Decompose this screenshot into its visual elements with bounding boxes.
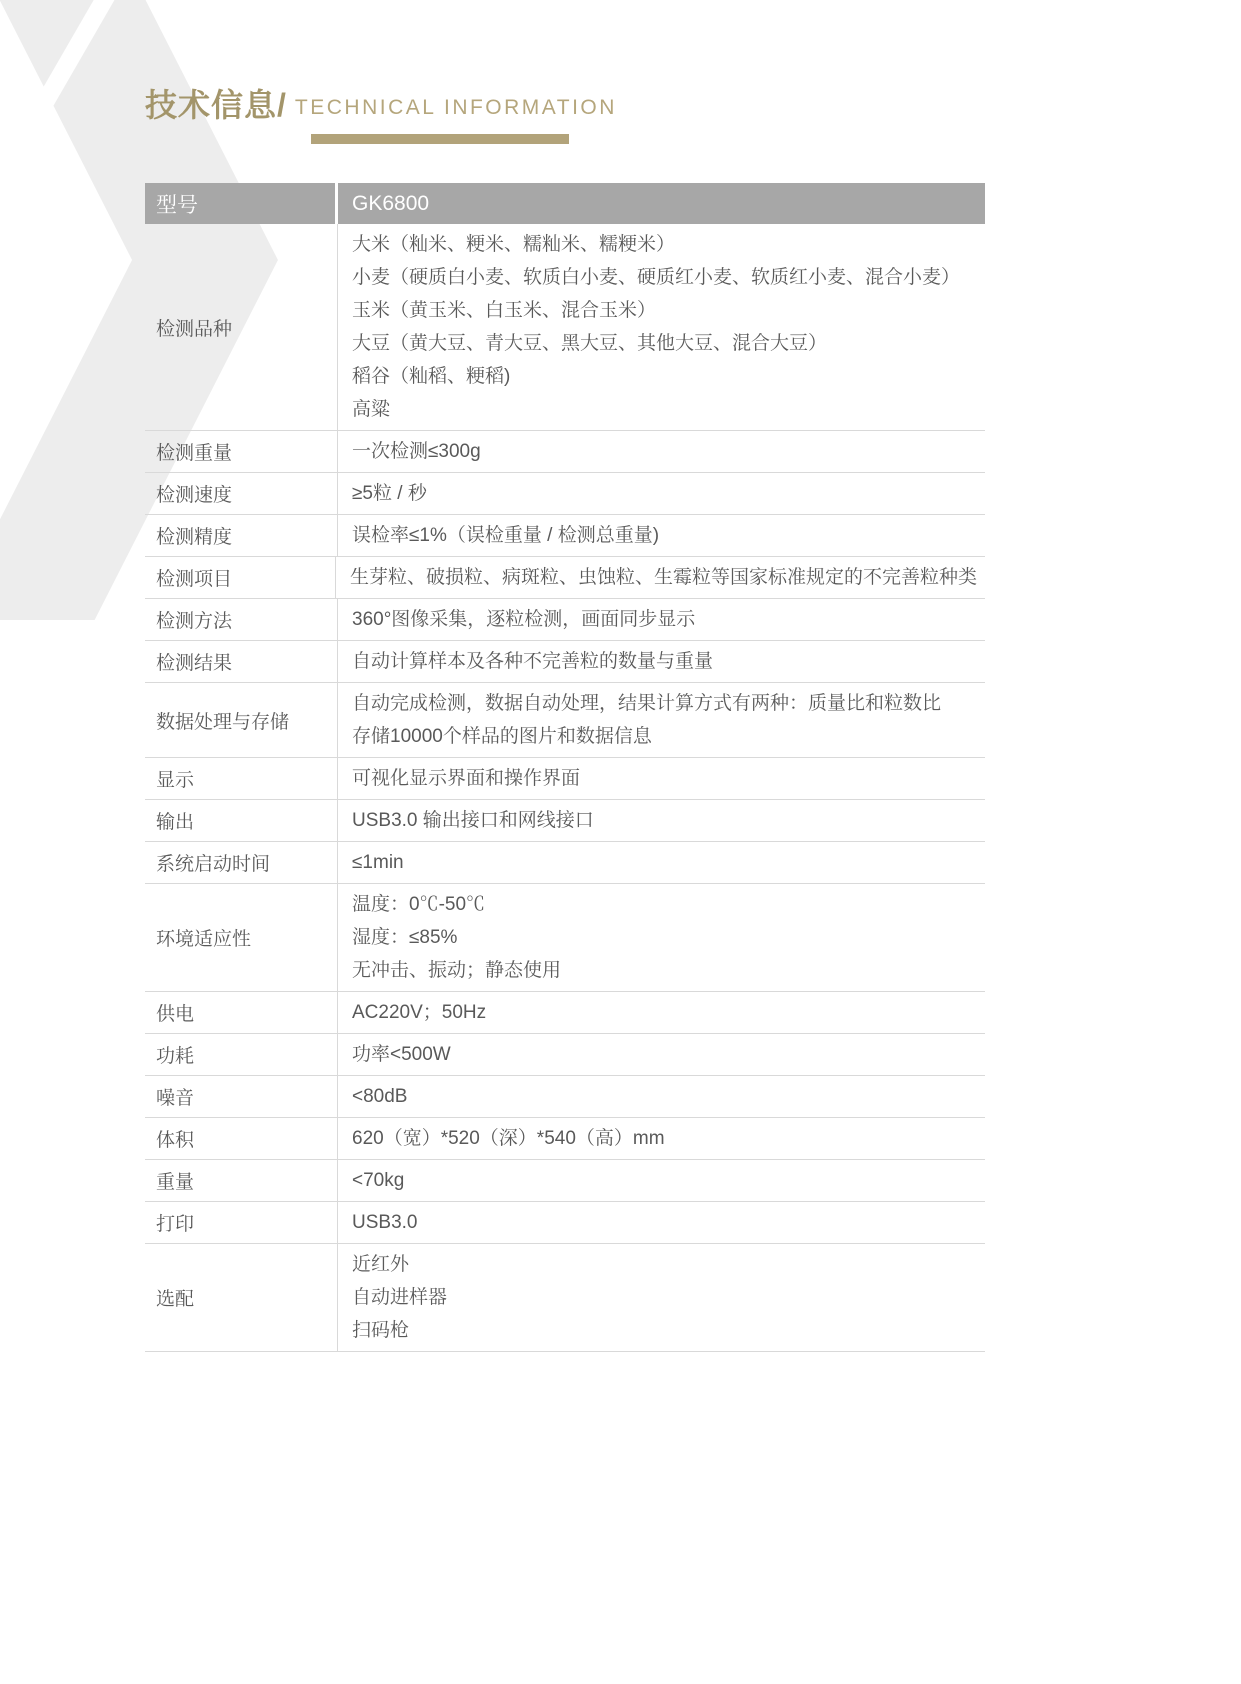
section-header — [145, 86, 617, 124]
spec-value-line: 扫码枪 — [352, 1320, 410, 1341]
table-row — [145, 431, 985, 473]
table-row — [145, 884, 985, 992]
table-row — [145, 1118, 985, 1160]
spec-label: 检测重量 — [145, 431, 338, 472]
spec-value — [338, 224, 985, 430]
title-underline — [311, 134, 569, 144]
spec-value-line: ≥5粒 / 秒 — [352, 483, 427, 504]
spec-label: 输出 — [145, 800, 338, 841]
spec-value-line: 存储10000个样品的图片和数据信息 — [352, 726, 652, 747]
table-row — [145, 1034, 985, 1076]
spec-value-line: 无冲击、振动；静态使用 — [352, 960, 562, 981]
spec-value — [338, 884, 985, 991]
spec-label: 选配 — [145, 1244, 338, 1351]
model-header-label: 型号 — [145, 183, 338, 224]
table-row — [145, 992, 985, 1034]
table-header-row — [145, 183, 985, 224]
table-row — [145, 1202, 985, 1244]
spec-label: 环境适应性 — [145, 884, 338, 991]
spec-value-line: ≤1min — [352, 852, 404, 873]
spec-value-line: 生芽粒、破损粒、病斑粒、虫蚀粒、生霉粒等国家标准规定的不完善粒种类 — [349, 567, 977, 588]
spec-label: 检测品种 — [145, 224, 338, 430]
table-row — [145, 599, 985, 641]
table-row — [145, 758, 985, 800]
table-row — [145, 1244, 985, 1352]
spec-value-line: 高粱 — [352, 399, 391, 420]
spec-label: 检测方法 — [145, 599, 338, 640]
spec-value-line: 误检率≤1%（误检重量 / 检测总重量) — [352, 525, 660, 546]
spec-value-line: USB3.0 — [352, 1212, 418, 1233]
table-row — [145, 557, 985, 599]
spec-value-line: 湿度：≤85% — [352, 927, 458, 948]
table-row — [145, 1160, 985, 1202]
spec-value-line: <70kg — [352, 1170, 405, 1191]
spec-value — [338, 683, 985, 757]
spec-label: 检测精度 — [145, 515, 338, 556]
spec-value-line: 自动计算样本及各种不完善粒的数量与重量 — [352, 651, 714, 672]
spec-value — [338, 992, 985, 1033]
spec-value-line: 620（宽）*520（深）*540（高）mm — [352, 1128, 665, 1149]
table-row — [145, 1076, 985, 1118]
spec-value-line: 360°图像采集，逐粒检测，画面同步显示 — [352, 609, 696, 630]
spec-value — [338, 1034, 985, 1075]
spec-value — [338, 1160, 985, 1201]
spec-value-line: USB3.0 输出接口和网线接口 — [352, 810, 594, 831]
spec-label: 显示 — [145, 758, 338, 799]
spec-value — [338, 1076, 985, 1117]
spec-value — [338, 800, 985, 841]
table-row — [145, 641, 985, 683]
spec-label: 重量 — [145, 1160, 338, 1201]
spec-label: 数据处理与存储 — [145, 683, 338, 757]
spec-value-line: 玉米（黄玉米、白玉米、混合玉米） — [352, 300, 657, 321]
spec-value — [336, 557, 985, 598]
spec-label: 体积 — [145, 1118, 338, 1159]
model-header-value: GK6800 — [352, 191, 430, 215]
spec-label: 供电 — [145, 992, 338, 1033]
spec-value-line: 自动完成检测，数据自动处理，结果计算方式有两种：质量比和粒数比 — [352, 693, 942, 714]
spec-value — [338, 1118, 985, 1159]
spec-label: 检测速度 — [145, 473, 338, 514]
table-body — [145, 224, 985, 1352]
table-row — [145, 224, 985, 431]
spec-label: 噪音 — [145, 1076, 338, 1117]
spec-value-line: 大米（籼米、粳米、糯籼米、糯粳米） — [352, 234, 676, 255]
spec-value-line: 大豆（黄大豆、青大豆、黑大豆、其他大豆、混合大豆） — [352, 333, 828, 354]
spec-value-line: 小麦（硬质白小麦、软质白小麦、硬质红小麦、软质红小麦、混合小麦） — [352, 267, 961, 288]
spec-value-line: 功率<500W — [352, 1044, 451, 1065]
spec-value-line: 温度：0℃-50℃ — [352, 894, 486, 915]
table-row — [145, 842, 985, 884]
spec-table — [145, 183, 985, 1352]
spec-value — [338, 758, 985, 799]
spec-value — [338, 641, 985, 682]
spec-value-line: <80dB — [352, 1086, 408, 1107]
spec-label: 系统启动时间 — [145, 842, 338, 883]
title-line — [145, 86, 617, 124]
table-row — [145, 515, 985, 557]
table-row — [145, 473, 985, 515]
spec-label: 打印 — [145, 1202, 338, 1243]
spec-value — [338, 431, 985, 472]
spec-value-line: 近红外 — [352, 1254, 410, 1275]
spec-value-line: 一次检测≤300g — [352, 441, 481, 462]
page-title-en: TECHNICAL INFORMATION — [294, 96, 617, 120]
spec-value — [338, 1202, 985, 1243]
spec-value — [338, 842, 985, 883]
spec-value — [338, 473, 985, 514]
spec-value-line: 稻谷（籼稻、粳稻) — [352, 366, 511, 387]
spec-value-line: AC220V；50Hz — [352, 1002, 487, 1023]
spec-value-line: 可视化显示界面和操作界面 — [352, 768, 581, 789]
spec-value — [338, 599, 985, 640]
spec-label: 检测结果 — [145, 641, 338, 682]
page-title-zh: 技术信息/ — [145, 87, 287, 123]
spec-value-line: 自动进样器 — [352, 1287, 448, 1308]
spec-label: 检测项目 — [145, 557, 336, 598]
spec-value — [338, 1244, 985, 1351]
table-row — [145, 683, 985, 758]
spec-value — [338, 515, 985, 556]
table-row — [145, 800, 985, 842]
spec-label: 功耗 — [145, 1034, 338, 1075]
